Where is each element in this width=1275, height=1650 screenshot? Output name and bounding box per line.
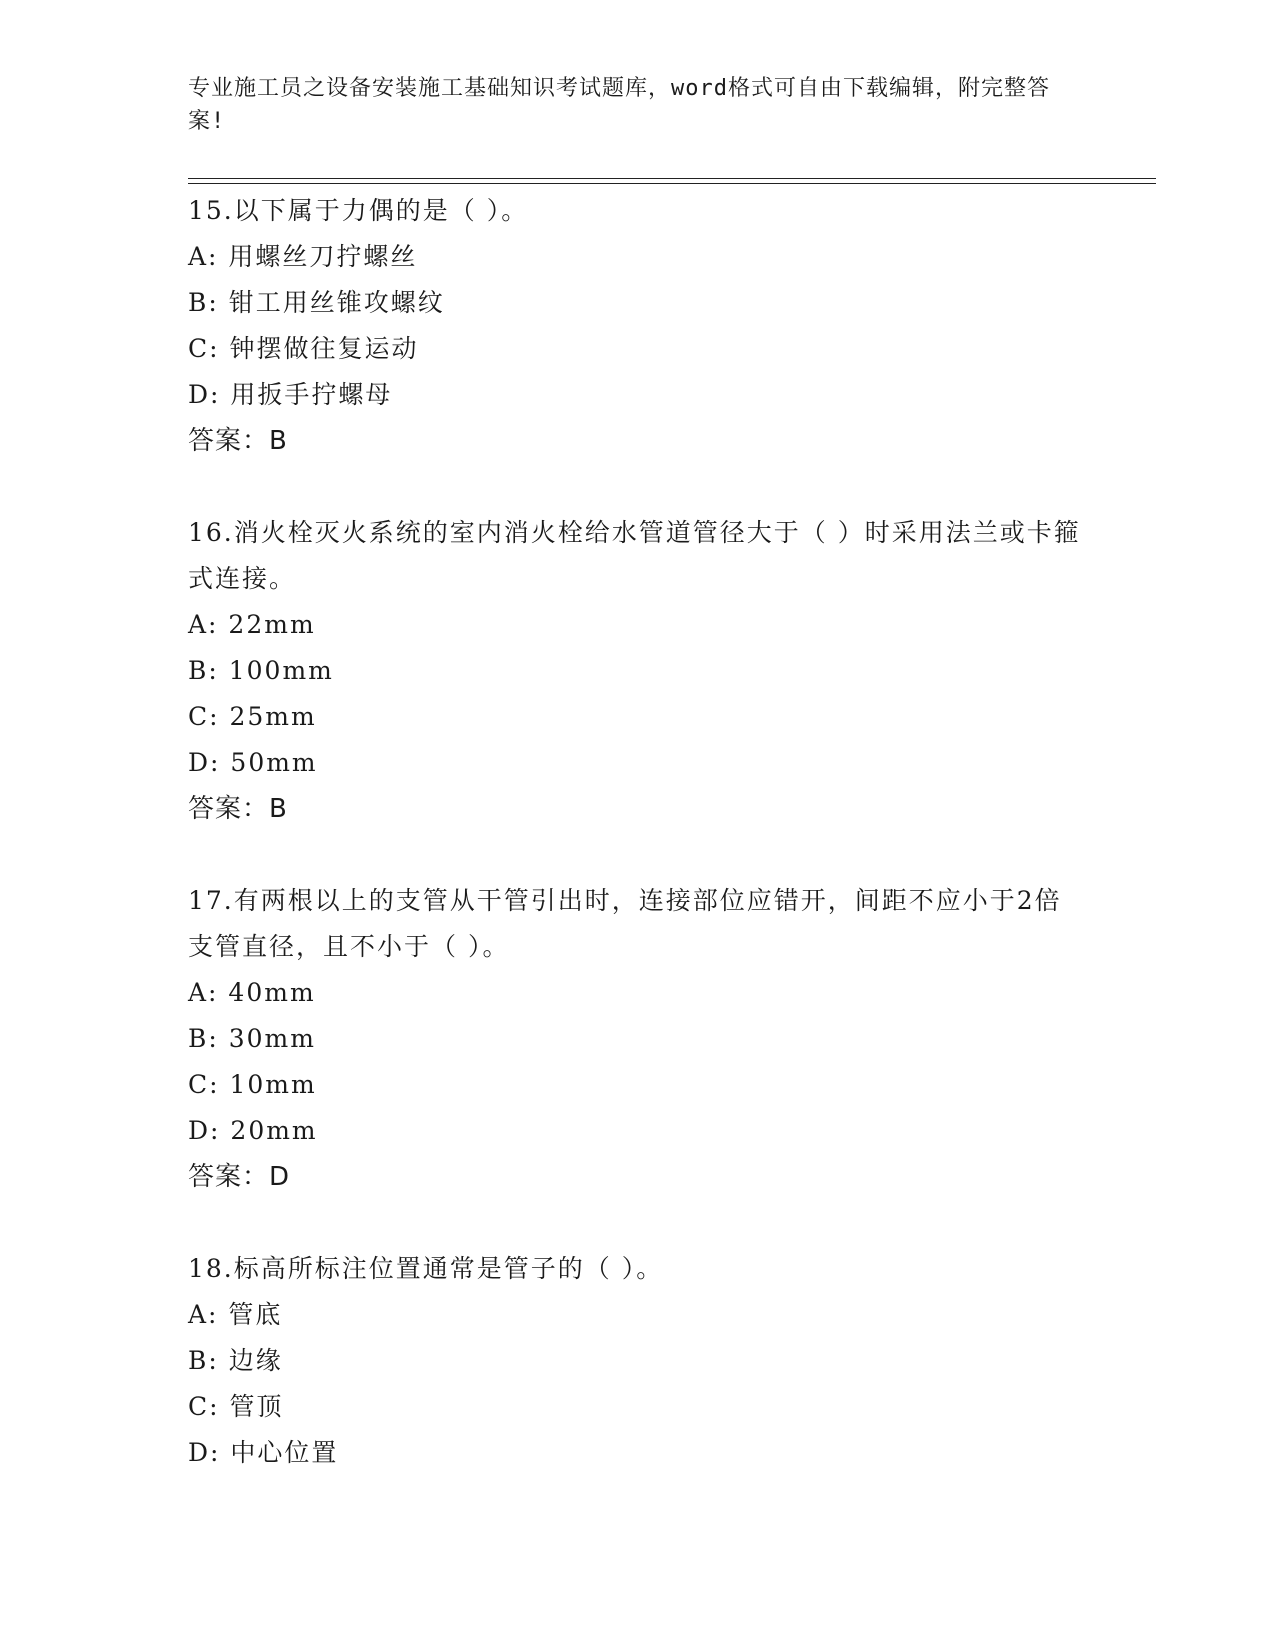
option-c: C: 钟摆做往复运动	[188, 334, 419, 363]
option-b: B: 钳工用丝锥攻螺纹	[188, 288, 445, 317]
option-d: D: 中心位置	[188, 1438, 339, 1467]
header-divider-bottom	[188, 183, 1156, 184]
question-stem: 18.标高所标注位置通常是管子的（ ）。	[188, 1254, 664, 1283]
question-gap	[188, 464, 1088, 510]
question-17	[188, 878, 1088, 1200]
option-d: D: 20mm	[188, 1116, 318, 1145]
answer-label: 答案：D	[188, 1162, 291, 1192]
option-d: D: 50mm	[188, 748, 318, 777]
answer-label: 答案：B	[188, 426, 288, 456]
document-header	[188, 72, 1068, 138]
option-b: B: 100mm	[188, 656, 334, 685]
question-gap	[188, 832, 1088, 878]
question-stem: 17.有两根以上的支管从干管引出时，连接部位应错开，间距不应小于2倍支管直径，且不小于（ ）。	[188, 886, 1062, 961]
option-a: A: 用螺丝刀拧螺丝	[188, 242, 418, 271]
option-a: A: 22mm	[188, 610, 316, 639]
question-stem: 16.消火栓灭火系统的室内消火栓给水管道管径大于（ ）时采用法兰或卡箍式连接。	[188, 518, 1081, 593]
question-stem: 15.以下属于力偶的是（ ）。	[188, 196, 529, 225]
question-15	[188, 188, 1088, 464]
option-a: A: 管底	[188, 1300, 283, 1329]
question-gap	[188, 1200, 1088, 1246]
option-d: D: 用扳手拧螺母	[188, 380, 393, 409]
question-16	[188, 510, 1088, 832]
document-title: 专业施工员之设备安装施工基础知识考试题库，word格式可自由下载编辑，附完整答案!	[188, 76, 1050, 134]
header-divider-top	[188, 178, 1156, 179]
option-c: C: 25mm	[188, 702, 317, 731]
option-c: C: 管顶	[188, 1392, 284, 1421]
answer-label: 答案：B	[188, 794, 288, 824]
option-b: B: 边缘	[188, 1346, 283, 1375]
option-c: C: 10mm	[188, 1070, 317, 1099]
option-b: B: 30mm	[188, 1024, 316, 1053]
question-list	[188, 188, 1088, 1476]
option-a: A: 40mm	[188, 978, 316, 1007]
question-18	[188, 1246, 1088, 1476]
